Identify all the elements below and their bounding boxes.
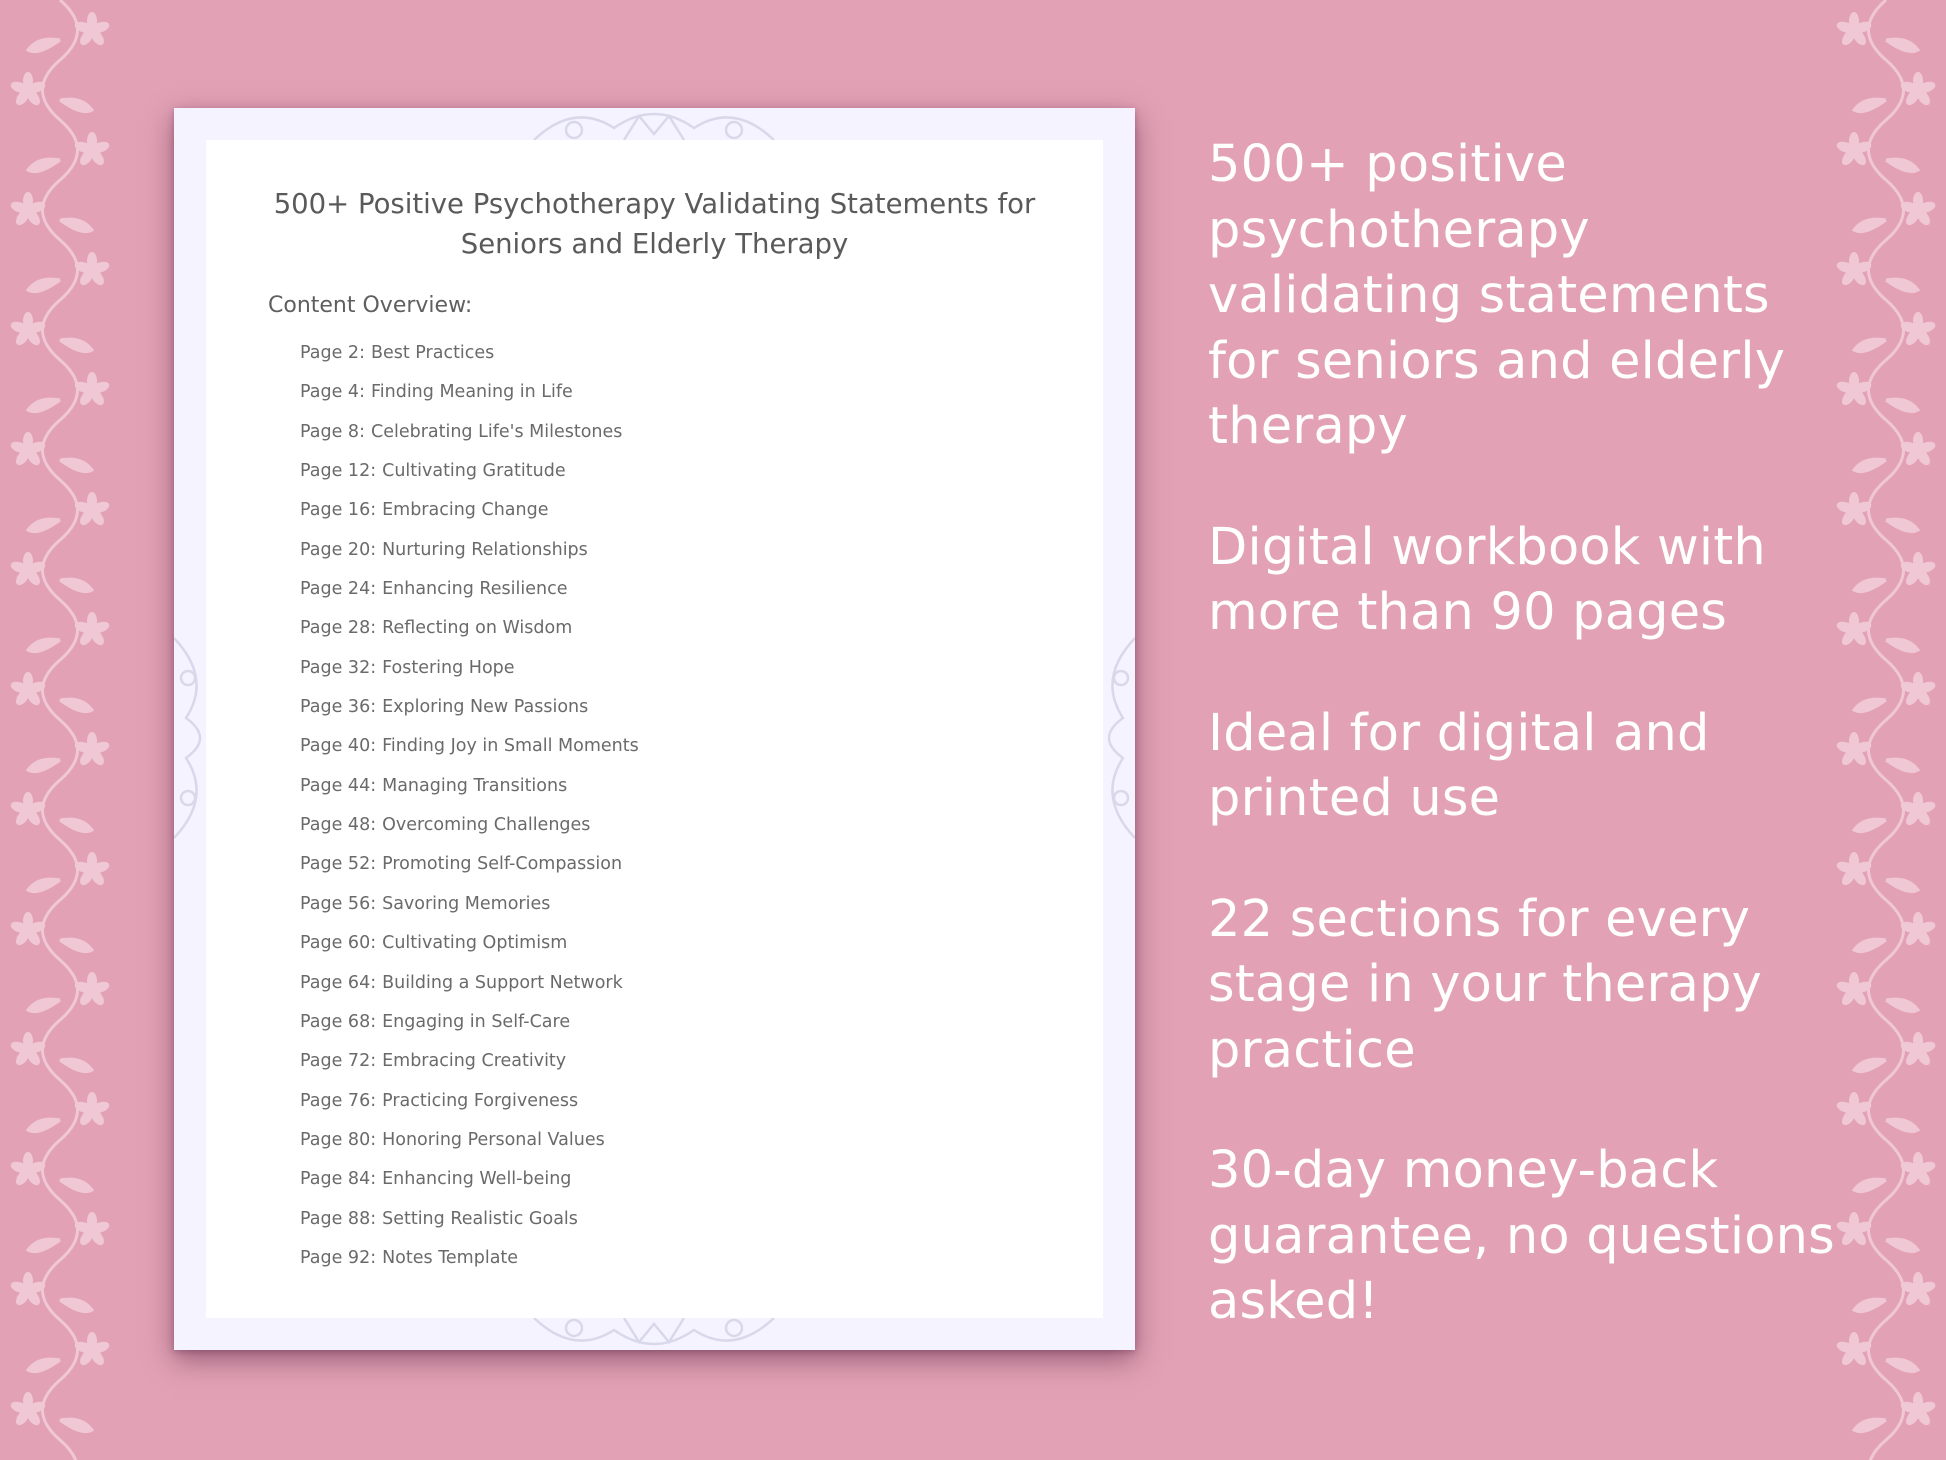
document-title	[206, 184, 1103, 264]
toc-item	[300, 1011, 639, 1050]
toc-section-title: Fostering Hope	[382, 657, 515, 678]
toc-page-number: Page 24:	[300, 579, 377, 600]
toc-item	[300, 853, 639, 892]
toc-item	[300, 814, 639, 853]
feature-text: Digital workbook with more than 90 pages	[1208, 517, 1766, 642]
toc-item	[300, 1168, 639, 1207]
toc-page-number: Page 12:	[300, 461, 377, 482]
mandala-right-icon	[1103, 618, 1135, 858]
toc-section-title: Reflecting on Wisdom	[382, 618, 573, 639]
toc-page-number: Page 20:	[300, 539, 377, 560]
toc-section-title: Setting Realistic Goals	[382, 1208, 578, 1229]
mandala-bottom-icon	[514, 1318, 794, 1350]
table-of-contents	[300, 342, 639, 1286]
toc-page-number: Page 92:	[300, 1247, 377, 1268]
toc-page-number: Page 2:	[300, 343, 365, 363]
floral-vine-left-icon	[0, 0, 140, 1460]
toc-page-number: Page 36:	[300, 697, 377, 718]
mandala-top-icon	[514, 108, 794, 140]
toc-item	[300, 421, 639, 460]
toc-section-title: Promoting Self-Compassion	[382, 854, 623, 875]
toc-section-title: Overcoming Challenges	[382, 815, 591, 836]
toc-item	[300, 932, 639, 971]
toc-page-number: Page 68:	[300, 1011, 377, 1032]
toc-section-title: Managing Transitions	[382, 775, 568, 796]
toc-page-number: Page 48:	[300, 815, 377, 836]
toc-item	[300, 539, 639, 578]
document-title-line-1: 500+ Positive Psychotherapy Validating Statements for	[273, 188, 1036, 220]
toc-section-title: Practicing Forgiveness	[382, 1090, 579, 1111]
toc-item	[300, 381, 639, 420]
feature-text: 22 sections for every stage in your therapy practice	[1208, 889, 1763, 1080]
toc-section-title: Finding Meaning in Life	[370, 382, 573, 403]
toc-page-number: Page 76:	[300, 1090, 377, 1111]
toc-section-title: Enhancing Well-being	[382, 1169, 572, 1190]
toc-page-number: Page 72:	[300, 1051, 377, 1072]
document-content	[206, 140, 1103, 1318]
content-overview-label: Content Overview:	[268, 293, 473, 318]
mandala-left-icon	[174, 618, 206, 858]
toc-item	[300, 893, 639, 932]
toc-section-title: Savoring Memories	[382, 893, 551, 914]
toc-section-title: Best Practices	[370, 343, 495, 363]
toc-section-title: Embracing Change	[382, 500, 549, 521]
toc-section-title: Cultivating Gratitude	[382, 461, 566, 482]
feature-text: 30-day money-back guarantee, no questions asked!	[1208, 1141, 1835, 1331]
toc-item	[300, 657, 639, 696]
toc-page-number: Page 28:	[300, 618, 377, 639]
toc-section-title: Notes Template	[382, 1247, 519, 1268]
feature-text: 500+ positive psychotherapy validating statements for seniors and elderly therapy	[1208, 135, 1786, 456]
toc-page-number: Page 60:	[300, 933, 377, 954]
toc-item	[300, 1247, 639, 1286]
toc-section-title: Cultivating Optimism	[382, 933, 568, 954]
document-page	[174, 108, 1135, 1350]
toc-item	[300, 1129, 639, 1168]
toc-item	[300, 342, 639, 381]
document-title-line-2: Seniors and Elderly Therapy	[460, 228, 849, 260]
toc-section-title: Engaging in Self-Care	[382, 1011, 571, 1032]
toc-page-number: Page 52:	[300, 854, 377, 875]
toc-item	[300, 696, 639, 735]
toc-section-title: Honoring Personal Values	[382, 1129, 605, 1150]
toc-page-number: Page 56:	[300, 893, 377, 914]
toc-item	[300, 1090, 639, 1129]
toc-section-title: Exploring New Passions	[382, 697, 589, 718]
toc-page-number: Page 16:	[300, 500, 377, 521]
toc-page-number: Page 88:	[300, 1208, 377, 1229]
toc-page-number: Page 84:	[300, 1169, 377, 1190]
toc-page-number: Page 80:	[300, 1129, 377, 1150]
toc-page-number: Page 44:	[300, 775, 377, 796]
toc-section-title: Finding Joy in Small Moments	[382, 736, 639, 757]
toc-item	[300, 735, 639, 774]
toc-item	[300, 1050, 639, 1089]
toc-item	[300, 1208, 639, 1247]
toc-item	[300, 617, 639, 656]
toc-section-title: Celebrating Life's Milestones	[370, 421, 623, 442]
toc-item	[300, 775, 639, 814]
toc-page-number: Page 8:	[300, 421, 365, 442]
toc-item	[300, 578, 639, 617]
toc-item	[300, 499, 639, 538]
toc-page-number: Page 4:	[300, 382, 365, 403]
toc-page-number: Page 40:	[300, 736, 377, 757]
toc-item	[300, 972, 639, 1011]
toc-page-number: Page 32:	[300, 657, 377, 678]
feature-list	[1208, 132, 1848, 1335]
toc-section-title: Nurturing Relationships	[382, 539, 588, 560]
toc-section-title: Building a Support Network	[382, 972, 623, 993]
feature-text: Ideal for digital and printed use	[1208, 703, 1710, 828]
toc-item	[300, 460, 639, 499]
toc-section-title: Embracing Creativity	[382, 1051, 567, 1072]
toc-page-number: Page 64:	[300, 972, 377, 993]
toc-section-title: Enhancing Resilience	[382, 579, 568, 600]
